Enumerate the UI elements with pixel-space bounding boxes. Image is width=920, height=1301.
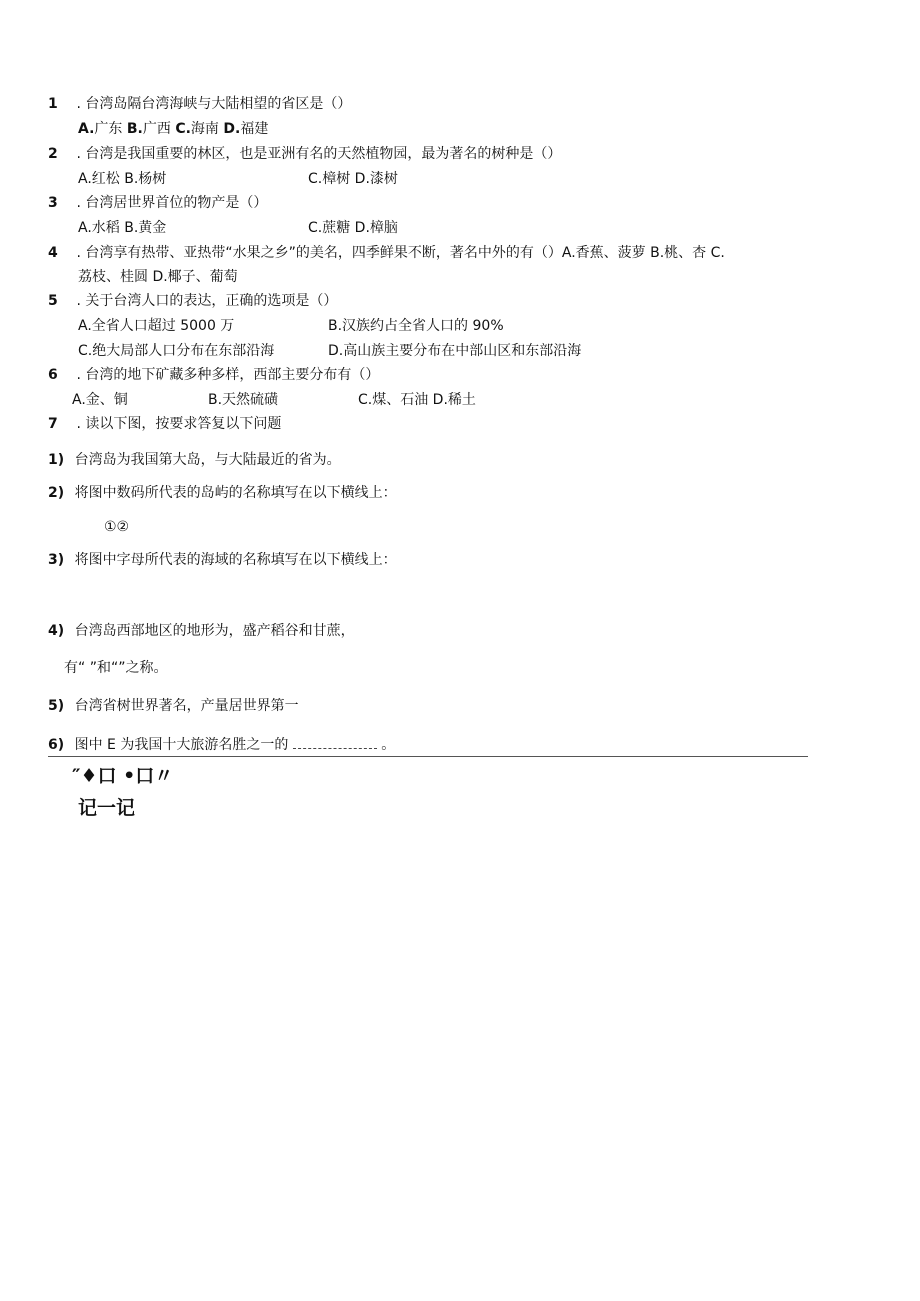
sub-question-number: 5) (48, 698, 65, 714)
question-7 (48, 415, 281, 433)
question-text: . 关于台湾人口的表达，正确的选项是（） (76, 293, 338, 309)
question-text: . 台湾是我国重要的林区，也是亚洲有名的天然植物园，最为著名的树种是（） (76, 146, 562, 162)
option-b: B.汉族约占全省人口的 90% (328, 318, 504, 334)
divider-line (48, 756, 808, 757)
sub-question-number: 1) (48, 452, 65, 468)
question-number: 7 (48, 416, 58, 432)
sub-question-4-continuation: 有“ ”和“”之称。 (64, 660, 168, 676)
sub-question-6 (48, 736, 395, 754)
option-c: C.绝大局部人口分布在东部沿海 (78, 343, 275, 359)
question-text: . 台湾居世界首位的物产是（） (76, 195, 268, 211)
option-c-d: C.樟树 D.漆树 (308, 171, 398, 187)
sub-question-4 (48, 622, 355, 640)
question-number: 6 (48, 367, 58, 383)
option-b-text: 广西 (142, 121, 176, 137)
question-4 (48, 244, 725, 262)
option-a: A.金、铜 (72, 392, 128, 408)
sub-question-text: 将图中字母所代表的海域的名称填写在以下横线上： (74, 552, 397, 568)
sub-question-5 (48, 697, 299, 715)
option-a-letter: A. (78, 121, 95, 137)
option-a-b: A.红松 B.杨树 (78, 171, 167, 187)
question-1 (48, 95, 351, 113)
sub-question-2 (48, 484, 397, 502)
sub-question-1 (48, 451, 341, 469)
option-a-b: A.水稻 B.黄金 (78, 220, 167, 236)
option-d-letter: D. (223, 121, 241, 137)
option-d: D.高山族主要分布在中部山区和东部沿海 (328, 343, 582, 359)
sub-question-text: 台湾岛西部地区的地形为，盛产稻谷和甘蔗， (74, 623, 355, 639)
option-a-text: 广东 (94, 121, 127, 137)
question-text: . 台湾享有热带、亚热带“水果之乡”的美名，四季鲜果不断，著名中外的有（）A.香蕉、菠萝 B.桃、杏 C. (76, 245, 725, 261)
question-number: 2 (48, 146, 58, 162)
question-4-continuation: 荔枝、桂圆 D.椰子、葡萄 (78, 269, 238, 285)
question-2 (48, 145, 561, 163)
question-number: 1 (48, 96, 58, 112)
sentence-end: 。 (381, 737, 396, 753)
question-number: 4 (48, 245, 58, 261)
option-c-d: C.煤、石油 D.稀土 (358, 392, 476, 408)
question-text: . 读以下图，按要求答复以下问题 (76, 416, 282, 432)
question-text: . 台湾岛隔台湾海峡与大陆相望的省区是（） (76, 96, 352, 112)
option-b-letter: B. (126, 121, 143, 137)
sub-question-text: 将图中数码所代表的岛屿的名称填写在以下横线上： (74, 485, 397, 501)
question-1-options (78, 120, 268, 138)
option-c-d: C.蔗糖 D.樟脑 (308, 220, 398, 236)
option-c-text: 海南 (190, 121, 224, 137)
sub-question-text: 台湾省树世界著名，产量居世界第一 (74, 698, 299, 714)
option-d-text: 福建 (240, 121, 269, 137)
question-number: 5 (48, 293, 58, 309)
question-number: 3 (48, 195, 58, 211)
option-a: A.全省人口超过 5000 万 (78, 318, 235, 334)
sub-question-text: 图中 E 为我国十大旅游名胜之一的 (74, 737, 289, 753)
sub-question-3 (48, 551, 397, 569)
island-markers: ①② (104, 519, 130, 535)
question-3 (48, 194, 267, 212)
option-c-letter: C. (175, 121, 191, 137)
sub-question-number: 4) (48, 623, 65, 639)
sub-question-number: 2) (48, 485, 65, 501)
garbled-symbols: ″♦口 •口〃 (72, 765, 174, 787)
answer-blank[interactable] (293, 736, 377, 749)
question-text: . 台湾的地下矿藏多种多样，西部主要分布有（） (76, 367, 380, 383)
note-heading: 记一记 (78, 797, 136, 819)
sub-question-text: 台湾岛为我国第大岛，与大陆最近的省为。 (74, 452, 341, 468)
option-b: B.天然硫磺 (208, 392, 279, 408)
sub-question-number: 3) (48, 552, 65, 568)
question-5 (48, 292, 337, 310)
question-6 (48, 366, 379, 384)
sub-question-number: 6) (48, 737, 65, 753)
